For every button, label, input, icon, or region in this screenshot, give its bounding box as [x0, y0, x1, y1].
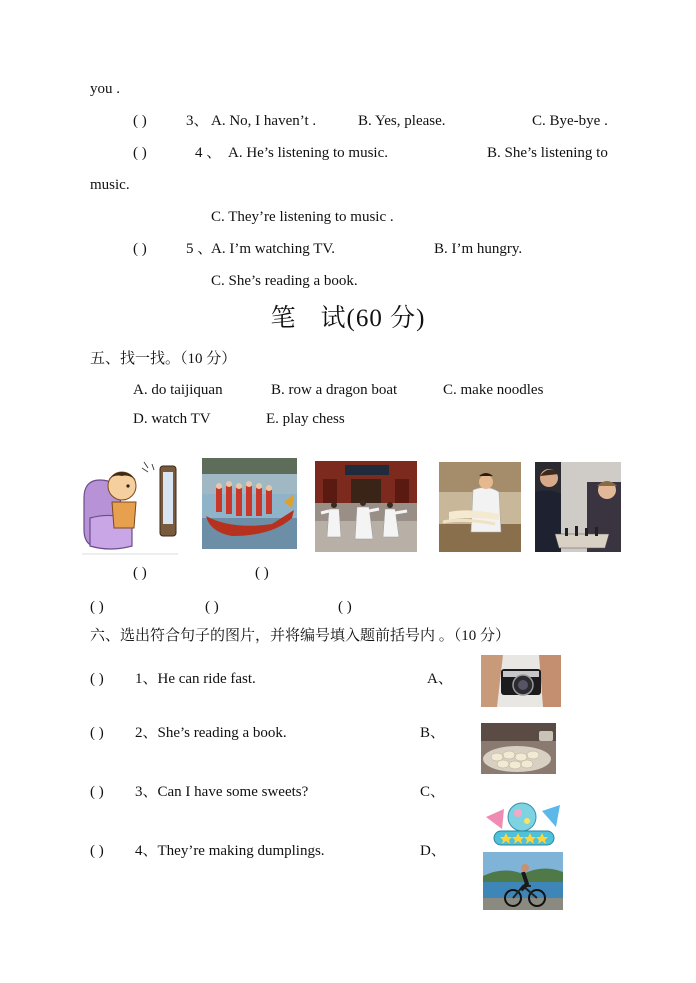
q3-answer-bracket[interactable]: ( ) — [133, 113, 147, 129]
q4-number: 4 、 — [195, 145, 222, 161]
section5-option-d: D. watch TV — [133, 411, 211, 427]
play-chess-photo — [535, 462, 621, 552]
cyclist-photo — [483, 852, 563, 910]
item2-sentence: 2、She’s reading a book. — [135, 725, 287, 741]
q3-option-b: B. Yes, please. — [358, 113, 446, 129]
dumplings-photo — [481, 723, 556, 774]
section5-option-a: A. do taijiquan — [133, 382, 223, 398]
picture2-answer-bracket[interactable]: ( ) — [255, 565, 269, 581]
q4-option-a: A. He’s listening to music. — [228, 145, 388, 161]
q4-option-b-continuation: music. — [90, 177, 130, 193]
make-noodles-photo — [439, 462, 521, 552]
section5-option-c: C. make noodles — [443, 382, 544, 398]
item3-letter: C、 — [420, 784, 446, 800]
q2-continuation: you . — [90, 81, 120, 97]
q5-option-a: A. I’m watching TV. — [211, 241, 336, 257]
item2-answer-bracket[interactable]: ( ) — [90, 725, 104, 741]
heading-part-1: 笔 — [270, 305, 297, 332]
q4-option-c: C. They’re listening to music . — [211, 209, 394, 225]
item4-letter: D、 — [420, 843, 446, 859]
written-test-heading — [0, 298, 696, 334]
item3-sentence: 3、Can I have some sweets? — [135, 784, 309, 800]
section5-option-e: E. play chess — [266, 411, 345, 427]
watch-tv-cartoon-image — [82, 458, 178, 556]
q4-option-b: B. She’s listening to — [487, 145, 608, 161]
candy-sweets-image — [482, 799, 562, 851]
dragon-boat-photo — [202, 458, 297, 549]
q5-answer-bracket[interactable]: ( ) — [133, 241, 147, 257]
item1-letter: A、 — [427, 671, 453, 687]
picture5-answer-bracket[interactable]: ( ) — [338, 599, 352, 615]
q5-option-c: C. She’s reading a book. — [211, 273, 358, 289]
picture4-answer-bracket[interactable]: ( ) — [205, 599, 219, 615]
heading-part-2: 试(60 分) — [320, 305, 426, 332]
item2-letter: B、 — [420, 725, 446, 741]
camera-photo — [481, 655, 561, 707]
q4-answer-bracket[interactable]: ( ) — [133, 145, 147, 161]
item4-answer-bracket[interactable]: ( ) — [90, 843, 104, 859]
item1-sentence: 1、He can ride fast. — [135, 671, 256, 687]
section5-option-b: B. row a dragon boat — [271, 382, 398, 398]
q3-option-c: C. Bye-bye . — [532, 113, 608, 129]
item3-answer-bracket[interactable]: ( ) — [90, 784, 104, 800]
q3-option-a: A. No, I haven’t . — [211, 113, 317, 129]
picture3-answer-bracket[interactable]: ( ) — [90, 599, 104, 615]
q3-number: 3、 — [186, 113, 209, 129]
taijiquan-photo — [315, 461, 417, 552]
section6-title: 六、选出符合句子的图片，并将编号填入题前括号内 。（10 分） — [90, 628, 511, 644]
section5-title: 五、找一找。（10 分） — [90, 351, 237, 367]
q5-number: 5 、 — [186, 241, 213, 257]
q5-option-b: B. I’m hungry. — [434, 241, 523, 257]
item1-answer-bracket[interactable]: ( ) — [90, 671, 104, 687]
item4-sentence: 4、They’re making dumplings. — [135, 843, 325, 859]
picture1-answer-bracket[interactable]: ( ) — [133, 565, 147, 581]
